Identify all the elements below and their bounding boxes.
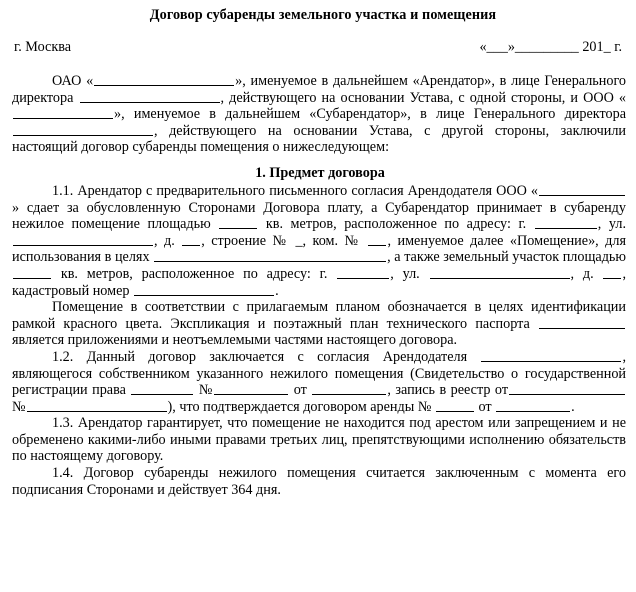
clause-1-1-text-5: , д.: [154, 232, 175, 249]
clause-1-1-text-2: » сдает за обусловленную Сторонами Договора плату, а Субарендатор принимает в субаренду нежилое помещение площадью: [12, 199, 626, 233]
clause-1-1-text-6: , строение № _, ком. №: [201, 232, 361, 249]
section-heading-subject: 1. Предмет договора: [255, 164, 385, 181]
clause-1-2-text-3: №: [198, 382, 214, 399]
clause-1-4-text: Договор субаренды нежилого помещения считается заключенным с момента его подписания Сторонами и действует 364 дня.: [12, 465, 626, 498]
premises-street-blank[interactable]: [13, 234, 153, 246]
preamble-text-1: », именуемое в дальнейшем «Арендатор», в лице Генерального директора: [12, 73, 627, 106]
quote-open: «: [86, 73, 94, 89]
clause-1-2-text-6: №: [12, 398, 26, 415]
clause-1-2-text-10: .: [571, 398, 575, 415]
lease-contract-number-blank[interactable]: [436, 400, 474, 412]
land-area-blank[interactable]: [13, 267, 51, 279]
sublessee-org-type: ООО: [583, 89, 614, 106]
preamble-text-2: , действующего на основании Устава, с одной стороны, и: [220, 89, 578, 106]
clause-1-1-text-7: , именуемое далее «Помещение», для использования в целях: [12, 232, 626, 266]
clause-1-2-text-1: Данный договор заключается с согласия Арендодателя: [86, 348, 468, 365]
clause-1-3: [8, 415, 628, 465]
registration-cert-blank[interactable]: [131, 383, 193, 395]
clause-1-1-text-1: Арендатор с предварительного письменного согласия Арендодателя ООО «: [77, 182, 538, 199]
technical-passport-blank[interactable]: [539, 317, 625, 329]
clause-1-2-text-2: , являющегося собственником указанного нежилого помещения (Свидетельство о государственной регистрации права: [12, 348, 626, 399]
preamble-closing: заключили настоящий договор субаренды помещения о нижеследующем:: [12, 122, 627, 156]
premises-purpose-blank[interactable]: [154, 250, 386, 262]
clause-1-1-text-13: , кадастровый номер: [12, 265, 627, 299]
clause-1-3-number: 1.3.: [52, 415, 74, 432]
registry-entry-date-blank[interactable]: [509, 383, 625, 395]
date-blank-line: «___»_________ 201_ г.: [479, 39, 622, 55]
clause-1-2-number: 1.2.: [52, 348, 74, 365]
clause-plan-text-2: является приложениями и неотъемлемыми частями настоящего договора.: [12, 332, 458, 349]
sublessee-director-blank[interactable]: [13, 124, 153, 136]
land-house-blank[interactable]: [603, 267, 621, 279]
clause-1-1-text-3: кв. метров, расположенное по адресу: г.: [265, 216, 527, 233]
clause-1-1-text-14: .: [275, 282, 279, 299]
land-city-blank[interactable]: [337, 267, 389, 279]
clause-1-1-number: 1.1.: [52, 182, 74, 199]
premises-house-blank[interactable]: [182, 234, 200, 246]
lessee-director-blank[interactable]: [80, 91, 220, 103]
registration-number-blank[interactable]: [214, 383, 288, 395]
clause-1-2-text-5: , запись в реестр от: [387, 382, 509, 399]
registration-date-blank[interactable]: [312, 383, 386, 395]
clause-1-1-text-10: кв. метров, расположенное по адресу: г.: [60, 265, 328, 282]
preamble-text-4: , действующего на основании Устава, с другой стороны,: [154, 122, 550, 139]
premises-city-blank[interactable]: [535, 217, 597, 229]
clause-1-1-text-12: , д.: [570, 265, 594, 282]
sublessee-name-blank[interactable]: [13, 107, 113, 119]
lessor-consent-blank[interactable]: [481, 350, 621, 362]
lessee-org-type: ОАО: [52, 73, 82, 89]
clause-1-1-text-9: а также земельный участок площадью: [394, 249, 626, 266]
city-and-date-row: [8, 39, 628, 55]
cadastral-number-blank[interactable]: [134, 284, 274, 296]
clause-1-4: [8, 465, 628, 498]
clause-1-1: [8, 183, 628, 299]
clause-1-2-text-7: ), что подтверждается договором аренды: [167, 398, 415, 415]
clause-1-4-number: 1.4.: [52, 465, 74, 482]
registry-entry-number-blank[interactable]: [27, 400, 167, 412]
preamble-paragraph: [8, 73, 628, 156]
lessor-name-blank[interactable]: [539, 184, 625, 196]
clause-1-2-text-4: от: [293, 382, 307, 399]
clause-1-1-text-4: , ул.: [597, 216, 627, 233]
lease-contract-date-blank[interactable]: [496, 400, 570, 412]
premises-room-blank[interactable]: [368, 234, 386, 246]
clause-plan-text-1: Помещение в соответствии с прилагаемым планом обозначается в целях идентификации рамкой красного цвета. Экспликация и поэтажный план технического паспорта: [12, 299, 626, 332]
page-title: Договор субаренды земельного участка и помещения: [149, 7, 497, 23]
clause-1-3-text: Арендатор гарантирует, что помещение не находится под арестом или запрещением и не обременено какими-либо иными правами третьих лиц, препятствующими исполнению обязательств по настоящему договору.: [12, 415, 627, 465]
clause-1-1-text-11: , ул.: [390, 265, 420, 282]
clause-1-2: [8, 349, 628, 415]
city-label: г. Москва: [14, 39, 72, 55]
preamble-text-3: », именуемое в дальнейшем «Субарендатор», в лице Генерального директора: [114, 106, 626, 123]
premises-area-blank[interactable]: [219, 217, 257, 229]
clause-1-2-text-8: №: [417, 398, 432, 415]
quote-open-2: «: [618, 89, 627, 106]
clause-1-2-text-9: от: [478, 398, 492, 415]
clause-1-1-text-8: ,: [387, 249, 391, 266]
land-street-blank[interactable]: [430, 267, 570, 279]
clause-plan-paragraph: [8, 299, 628, 349]
lessee-name-blank[interactable]: [94, 74, 234, 86]
